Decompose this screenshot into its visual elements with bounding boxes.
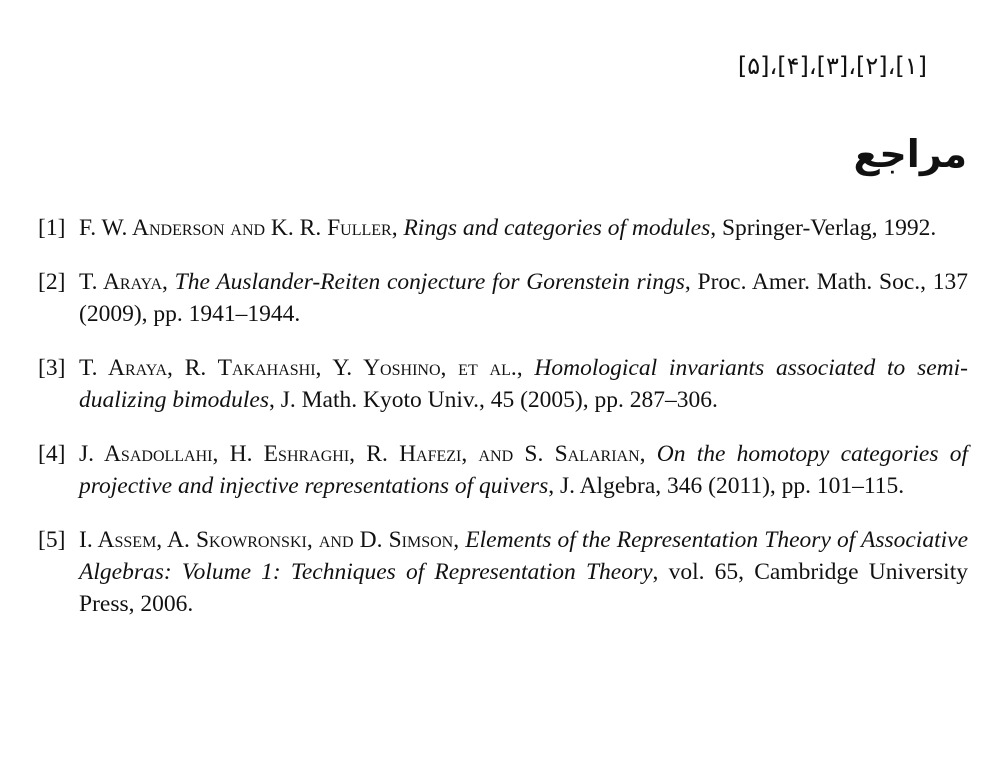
reference-separator: , — [516, 355, 535, 381]
reference-authors: I. Assem, A. Skowronski, and D. Simson — [79, 527, 454, 553]
reference-publication: , vol. 65, Cambridge University Press, 2006. — [79, 559, 968, 617]
reference-body — [79, 212, 968, 244]
reference-title: Homological invariants associated to semi-dualizing bimodules — [79, 355, 968, 413]
reference-publication: , Springer-Verlag, 1992. — [710, 215, 937, 241]
reference-title: On the homotopy categories of projective and injective representations of quivers — [79, 441, 969, 499]
reference-separator: , — [639, 441, 657, 467]
reference-title: The Auslander-Reiten conjecture for Gorenstein rings — [174, 269, 685, 295]
reference-body — [79, 524, 968, 620]
reference-publication: , Proc. Amer. Math. Soc., 137 (2009), pp. 1941–1944. — [79, 269, 969, 327]
reference-separator: , — [162, 269, 175, 295]
references-heading: مراجع — [853, 132, 967, 176]
reference-item-2 — [38, 266, 968, 330]
reference-item-5 — [38, 524, 968, 620]
citation-line: [۱]،[۲]،[۳]،[۴]،[۵] — [737, 52, 927, 80]
reference-item-3 — [38, 352, 968, 416]
reference-item-1 — [38, 212, 968, 244]
reference-number: [3] — [38, 355, 66, 381]
reference-authors: F. W. Anderson and K. R. Fuller — [79, 215, 392, 241]
reference-body — [79, 266, 968, 330]
reference-publication: , J. Math. Kyoto Univ., 45 (2005), pp. 287–306. — [268, 387, 718, 413]
reference-authors: T. Araya — [79, 269, 163, 295]
reference-number: [5] — [38, 527, 66, 553]
reference-list — [38, 212, 968, 642]
reference-number: [1] — [38, 215, 66, 241]
reference-authors: J. Asadollahi, H. Eshraghi, R. Hafezi, and S. Salarian — [79, 441, 640, 467]
reference-number: [4] — [38, 441, 66, 467]
reference-item-4 — [38, 438, 968, 502]
reference-authors: T. Araya, R. Takahashi, Y. Yoshino, et al. — [79, 355, 517, 381]
reference-title: Rings and categories of modules — [403, 215, 711, 241]
reference-separator: , — [391, 215, 404, 241]
reference-body — [79, 352, 968, 416]
reference-number: [2] — [38, 269, 66, 295]
reference-separator: , — [453, 527, 466, 553]
reference-body — [79, 438, 968, 502]
reference-title: Elements of the Representation Theory of Associative Algebras: Volume 1: Techniques of Representation Theory — [79, 527, 969, 585]
reference-publication: , J. Algebra, 346 (2011), pp. 101–115. — [548, 473, 905, 499]
